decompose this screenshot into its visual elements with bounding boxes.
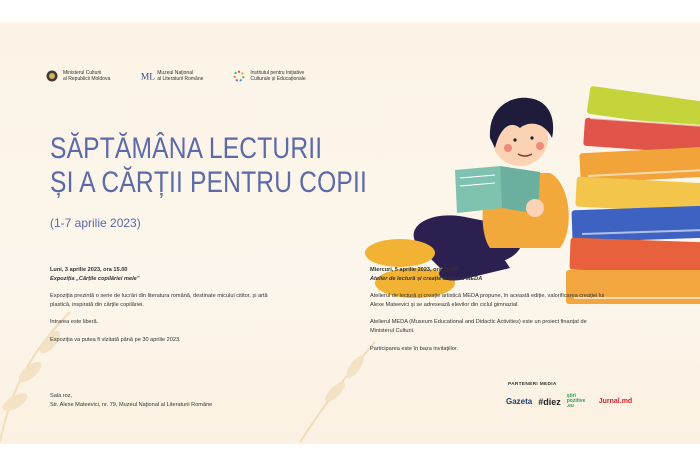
partner-gazeta-label: Gazeta [506,397,533,406]
partners-row [506,394,632,409]
logo-museum-text: Muzeul Național al Literaturii Române [157,70,204,82]
title-line-1: SĂPTĂMÂNA LECTURII [50,132,323,165]
event-wednesday-participation: Participarea este în baza invitațiilor. [370,345,458,352]
partner-gazeta [506,397,532,406]
logo-institute [233,70,305,82]
event-monday-entry: Intrarea este liberă. [50,319,99,326]
event-wednesday-funding: Atelierul MEDA (Museum Educational and Didactic Activities) este un proiect finanțat de Ministerul Culturii. [370,319,587,334]
poster [0,22,700,444]
logo-ministry-text: Ministerul Culturii al Republicii Moldova [63,70,111,82]
event-wednesday-description: Atelierul de lectură și creație artistică MEDA propune, în această ediție, valorificarea creației lui Alexe Mateevici și se adresează elevilor din ciclul gimnazial. [370,293,605,308]
event-wednesday [370,266,610,353]
logo-museum [140,70,203,82]
partner-stiri-pozitive [567,394,593,409]
svg-text:ML: ML [141,72,156,83]
title-line-2: ȘI A CĂRȚII PENTRU COPII [50,166,367,199]
partner-stiri-pozitive-label: știri pozitive .eu [566,393,586,409]
event-monday [50,266,280,345]
institute-sun-icon [233,70,245,82]
event-monday-datetime: Luni, 3 aprilie 2023, ora 15.00 [50,267,128,273]
event-monday-title: Expoziția „Cărțile copilăriei mele” [50,275,140,282]
event-wednesday-datetime: Miercuri, 5 aprilie 2023, ora 15:00 [370,267,458,273]
partner-jurnal [599,398,632,405]
leaf-decoration-icon [290,322,380,442]
venue-address: Str. Alexe Mateevici, nr. 79, Muzeul Național al Literaturii Române [50,402,213,408]
logo-ministry [46,70,110,82]
partner-jurnal-label: Jurnal.md [598,398,633,405]
partner-diez-label: #diez [538,396,561,407]
partner-diez [538,397,561,407]
museum-ml-icon [140,70,156,83]
logo-institute-text: Institutul pentru Inițiative Culturale și Educaționale [250,70,306,82]
logos-row [46,70,306,82]
event-wednesday-title: Atelier de lectură și creație artistică MEDA [370,275,483,282]
event-monday-description: Expoziția prezintă o serie de lucrări din literatura română, destinate micului cititor, și artă plastică, inspirată din cărțile copilăriei. [50,293,268,308]
coat-of-arms-icon [46,70,58,82]
venue-room: Sala roz, [50,393,73,399]
partners-label: PARTENERI MEDIA [508,382,557,387]
venue [50,392,212,410]
event-dates: (1-7 aprilie 2023) [50,216,141,230]
page-title [50,132,367,200]
event-monday-visit-until: Expoziția va putea fi vizitată până pe 30 aprilie 2023. [50,336,181,343]
